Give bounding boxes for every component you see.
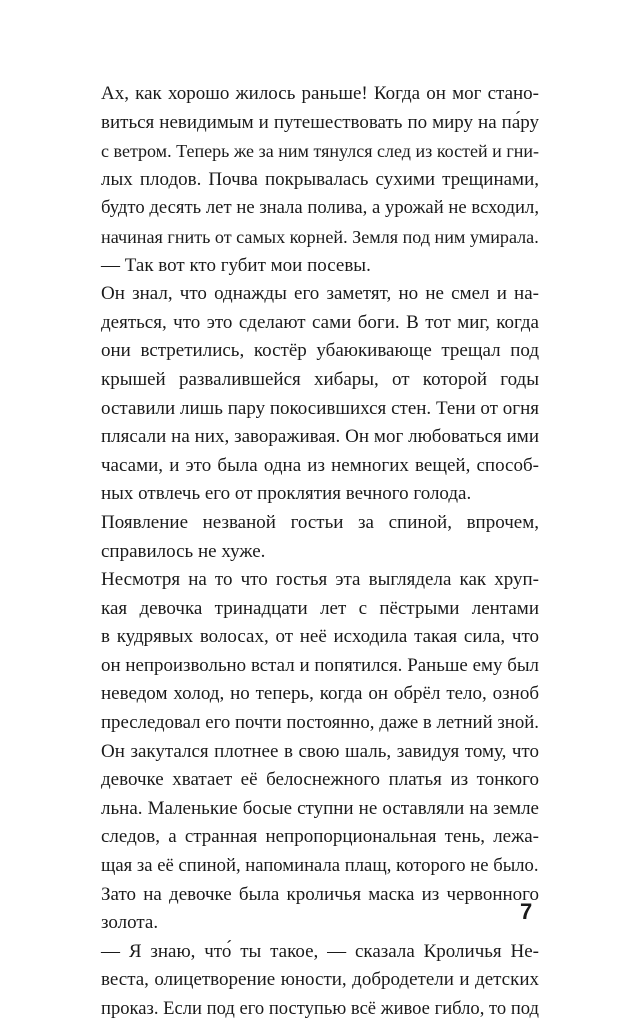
paragraph [101, 280, 539, 509]
paragraph [101, 509, 539, 566]
text-line: он непроизвольно встал и попятился. Раньше ему был [101, 654, 539, 676]
text-line: справилось не хуже. [101, 540, 266, 562]
text-line: с ветром. Теперь же за ним тянулся след из костей и гни- [101, 141, 539, 162]
text-line: — Я знаю, что́ ты такое, — сказала Кроличья Не- [101, 940, 539, 962]
text-line: кая девочка тринадцати лет с пёстрыми лентами [101, 597, 539, 619]
text-line: будто десять лет не знала полива, а урожай не всходил, [101, 197, 539, 219]
text-line: девочке хватает её белоснежного платья из тонкого [101, 769, 539, 791]
text-line: щая за её спиной, напоминала плащ, которого не было. [101, 855, 539, 877]
text-line: виться невидимым и путешествовать по миру на па́ру [101, 111, 539, 133]
paragraph [101, 566, 539, 881]
text-line: Он закутался плотнее в свою шаль, завидуя тому, что [101, 740, 539, 762]
text-line: преследовал его почти постоянно, даже в летний зной. [101, 712, 539, 734]
text-line: золота. [101, 912, 159, 934]
text-line: плясали на них, завораживая. Он мог любоваться ими [101, 426, 539, 448]
text-line: Несмотря на то что гостья эта выглядела как хруп- [101, 569, 539, 591]
text-line: — Так вот кто губит мои посевы. [101, 254, 371, 276]
text-line: Он знал, что однажды его заметят, но не смел и на- [101, 283, 539, 305]
text-line: проказ. Если под его поступью всё живое гибло, то под [101, 998, 539, 1019]
text-line: неведом холод, но теперь, когда он обрёл тело, озноб [101, 683, 539, 705]
text-line: оставили лишь пару покосившихся стен. Тени от огня [101, 397, 539, 419]
text-line: они встретились, костёр убаюкивающе трещал под [101, 340, 539, 362]
text-line: следов, а странная непропорциональная тень, лежа- [101, 826, 539, 848]
text-line: часами, и это была одна из немногих вещей, способ- [101, 454, 539, 476]
body-text [101, 80, 539, 1024]
page-number: 7 [520, 899, 533, 924]
text-line: ных отвлечь его от проклятия вечного голода. [101, 483, 472, 505]
text-line: льна. Маленькие босые ступни не оставляли на земле [101, 797, 539, 819]
text-line: крышей развалившейся хибары, от которой годы [101, 368, 539, 390]
text-line: начиная гнить от самых корней. Земля под ним умирала. [101, 226, 539, 247]
text-line: Появление незваной гостьи за спиной, впрочем, [101, 511, 539, 533]
text-line: лых плодов. Почва покрывалась сухими трещинами, [101, 168, 539, 190]
paragraph [101, 252, 539, 281]
paragraph [101, 881, 539, 938]
paragraph [101, 80, 539, 252]
text-line: веста, олицетворение юности, добродетели и детских [101, 969, 539, 991]
text-line: Ах, как хорошо жилось раньше! Когда он мог стано- [101, 83, 539, 104]
text-line: Зато на девочке была кроличья маска из червонного [101, 883, 539, 905]
paragraph [101, 938, 539, 1024]
text-line: деяться, что это сделают сами боги. В тот миг, когда [101, 311, 539, 333]
text-line: в кудрявых волосах, от неё исходила такая сила, что [101, 626, 539, 648]
